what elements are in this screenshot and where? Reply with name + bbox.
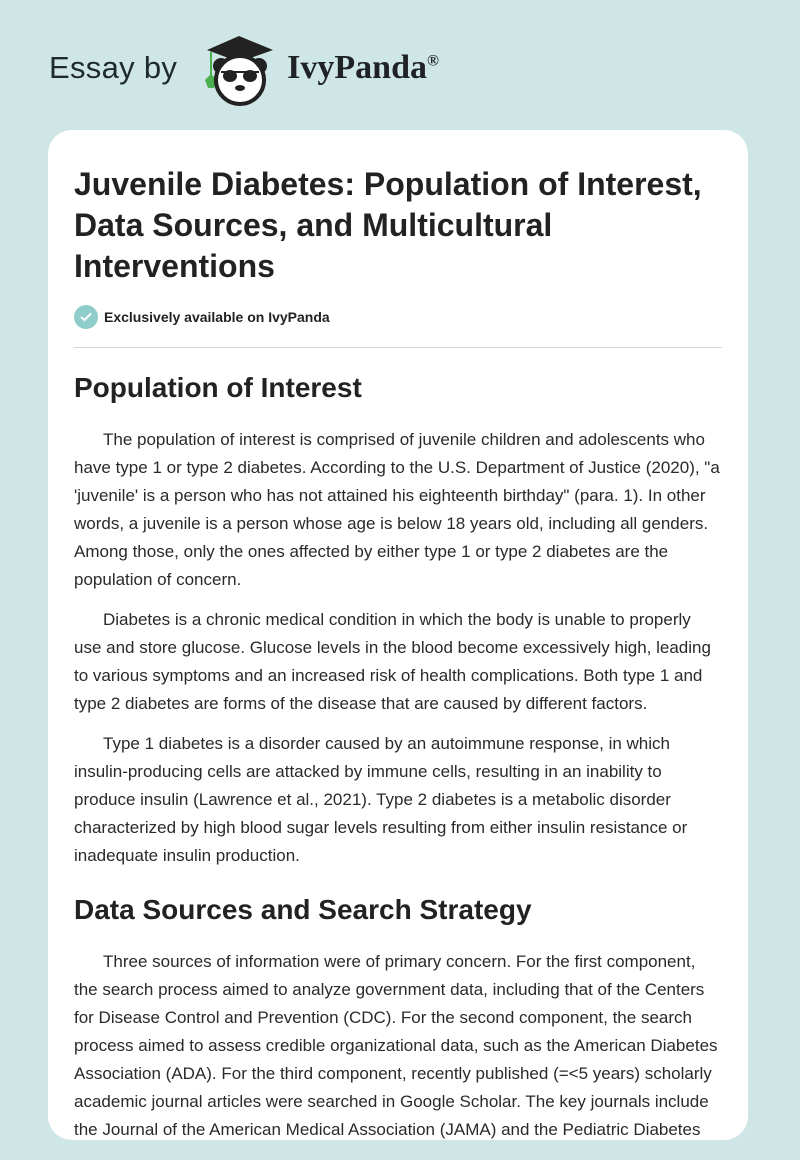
paragraph: Three sources of information were of primary concern. For the first component, the search process aimed to analyze government data, including that of the Centers for Disease Control and Prevention (CDC). For the second component, the search process aimed to assess credible organizational data, such as the American Diabetes Association (ADA). For the third component, recently published (=<5 years) scholarly academic journal articles were searched in Google Scholar. The key journals include the Journal of the American Medical Association (JAMA) and the Pediatric Diabetes bbox=[74, 952, 718, 1139]
paragraph: Type 1 diabetes is a disorder caused by an autoimmune response, in which insulin-producing cells are attacked by immune cells, resulting in an inability to produce insulin (Lawrence et al., 2021). Type 2 diabetes is a metabolic disorder characterized by high blood sugar levels resulting from either insulin resistance or inadequate insulin production. bbox=[74, 734, 688, 865]
section-heading: Data Sources and Search Strategy bbox=[74, 894, 532, 925]
badge-label: Exclusively available on IvyPanda bbox=[104, 309, 330, 325]
paragraph: Diabetes is a chronic medical condition in which the body is unable to properly use and store glucose. Glucose levels in the blood become excessively high, leading to various symptoms and an increased risk of health complications. Both type 1 and type 2 diabetes are forms of the disease that are caused by different factors. bbox=[74, 610, 711, 713]
essay-card bbox=[48, 130, 748, 1140]
site-header bbox=[49, 28, 439, 108]
ivypanda-logo-icon bbox=[197, 28, 283, 108]
paragraph: The population of interest is comprised of juvenile children and adolescents who have type 1 or type 2 diabetes. According to the U.S. Department of Justice (2020), "a 'juvenile' is a person who has not attained his eighteenth birthday" (para. 1). In other words, a juvenile is a person whose age is below 18 years old, including all genders. Among those, only the ones affected by either type 1 or type 2 diabetes are the population of concern. bbox=[74, 430, 720, 589]
essay-by-label: Essay by bbox=[49, 50, 178, 85]
check-icon bbox=[74, 305, 98, 329]
section-heading: Population of Interest bbox=[74, 372, 362, 403]
exclusive-badge bbox=[74, 305, 722, 329]
essay-title: Juvenile Diabetes: Population of Interest, Data Sources, and Multicultural Interventions bbox=[74, 166, 702, 284]
brand-name: IvyPanda® bbox=[287, 49, 439, 86]
divider bbox=[74, 347, 722, 348]
